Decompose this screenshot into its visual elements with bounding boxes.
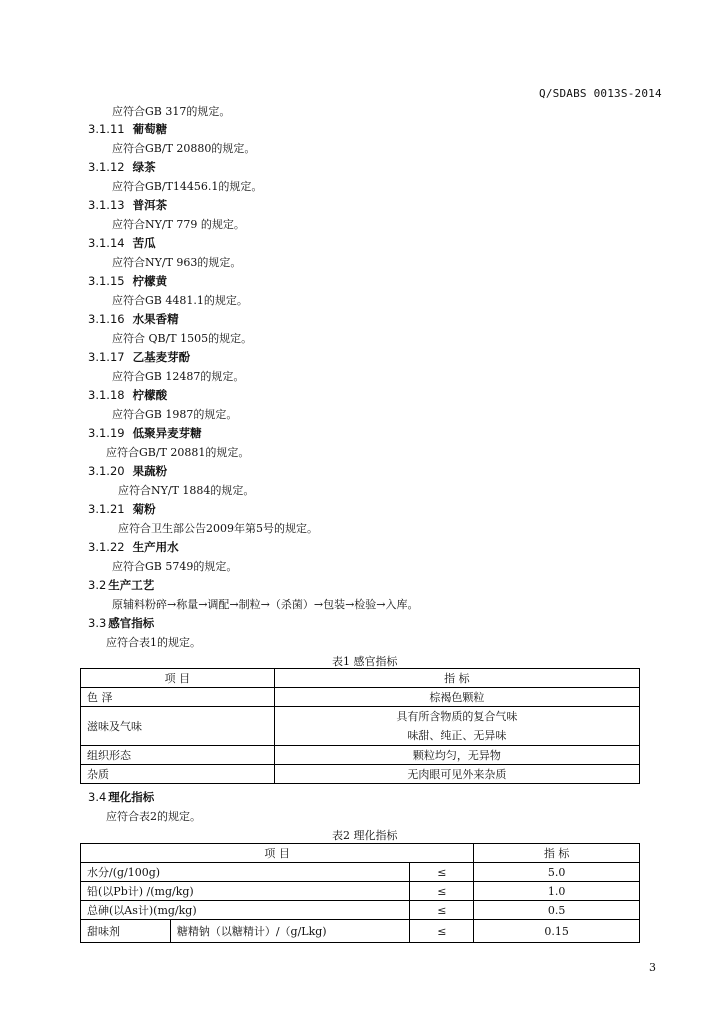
section-heading: 3.1.19 低聚异麦芽糖 xyxy=(88,426,202,440)
section-heading: 3.1.14 苦瓜 xyxy=(88,236,156,250)
body-text: 应符合GB 4481.1的规定。 xyxy=(112,294,248,307)
table-cell: ≤ xyxy=(410,882,474,901)
table-cell-line: 味甜、纯正、无异味 xyxy=(407,729,507,742)
table-header-cell: 指 标 xyxy=(474,844,640,863)
body-text: 应符合NY/T 1884的规定。 xyxy=(118,484,255,497)
section-heading: 3.1.18 柠檬酸 xyxy=(88,388,168,402)
table-row xyxy=(81,863,640,882)
body-text: 应符合GB/T 20880的规定。 xyxy=(112,142,256,155)
section-heading: 3.1.16 水果香精 xyxy=(88,312,179,326)
table-cell: 总砷(以As计)(mg/kg) xyxy=(81,901,410,920)
table-cell: 棕褐色颗粒 xyxy=(274,688,639,707)
table-cell: 杂质 xyxy=(81,765,275,784)
physicochemical-table xyxy=(80,843,640,943)
body-text: 应符合GB 5749的规定。 xyxy=(112,560,238,573)
table-cell: 颗粒均匀，无异物 xyxy=(274,746,639,765)
table-row xyxy=(81,901,640,920)
table-caption: 表1 感官指标 xyxy=(332,655,398,668)
table-cell: 铅(以Pb计) /(mg/kg) xyxy=(81,882,410,901)
table-header-row xyxy=(81,844,640,863)
section-heading: 3.4 理化指标 xyxy=(88,790,155,804)
table-cell: 0.5 xyxy=(474,901,640,920)
section-heading: 3.1.12 绿茶 xyxy=(88,160,156,174)
body-text: 原辅料粉碎→称量→调配→制粒→（杀菌）→包装→检验→入库。 xyxy=(112,598,419,611)
section-heading: 3.1.11 葡萄糖 xyxy=(88,122,168,136)
section-heading: 3.2 生产工艺 xyxy=(88,578,155,592)
body-text: 应符合GB 317的规定。 xyxy=(112,105,231,118)
table-cell: 无肉眼可见外来杂质 xyxy=(274,765,639,784)
table-cell: 色 泽 xyxy=(81,688,275,707)
table-cell: 滋味及气味 xyxy=(81,707,275,746)
table-cell: 糖精钠（以糖精计）/（g/Lkg) xyxy=(170,920,410,943)
body-text: 应符合卫生部公告2009年第5号的规定。 xyxy=(118,522,318,535)
table-cell xyxy=(274,707,639,746)
section-heading: 3.1.21 菊粉 xyxy=(88,502,156,516)
section-heading: 3.1.22 生产用水 xyxy=(88,540,179,554)
body-text: 应符合NY/T 963的规定。 xyxy=(112,256,242,269)
table-row xyxy=(81,765,640,784)
table-row xyxy=(81,707,640,746)
body-text: 应符合表2的规定。 xyxy=(106,810,201,823)
table-cell: ≤ xyxy=(410,901,474,920)
table-cell: 甜味剂 xyxy=(81,920,171,943)
table-cell: 组织形态 xyxy=(81,746,275,765)
table-row xyxy=(81,920,640,943)
table-row xyxy=(81,746,640,765)
body-text: 应符合GB 1987的规定。 xyxy=(112,408,238,421)
table-header-cell: 项 目 xyxy=(81,844,474,863)
body-text: 应符合GB/T14456.1的规定。 xyxy=(112,180,263,193)
table-cell: ≤ xyxy=(410,920,474,943)
table-cell: ≤ xyxy=(410,863,474,882)
table-header-row xyxy=(81,669,640,688)
section-heading: 3.3 感官指标 xyxy=(88,616,155,630)
section-heading: 3.1.20 果蔬粉 xyxy=(88,464,168,478)
body-text: 应符合 QB/T 1505的规定。 xyxy=(112,332,253,345)
table-caption: 表2 理化指标 xyxy=(332,829,398,842)
body-text: 应符合GB/T 20881的规定。 xyxy=(106,446,250,459)
table-header-cell: 指 标 xyxy=(274,669,639,688)
table-row xyxy=(81,688,640,707)
table-cell-line: 具有所含物质的复合气味 xyxy=(396,710,518,723)
table-cell: 1.0 xyxy=(474,882,640,901)
page-number: 3 xyxy=(649,961,656,974)
sensory-table xyxy=(80,668,640,784)
table-cell: 水分/(g/100g) xyxy=(81,863,410,882)
body-text: 应符合NY/T 779 的规定。 xyxy=(112,218,245,231)
table-cell: 0.15 xyxy=(474,920,640,943)
body-text: 应符合GB 12487的规定。 xyxy=(112,370,245,383)
document-code: Q/SDABS 0013S-2014 xyxy=(539,87,662,100)
table-row xyxy=(81,882,640,901)
body-text: 应符合表1的规定。 xyxy=(106,636,201,649)
section-heading: 3.1.15 柠檬黄 xyxy=(88,274,168,288)
table-header-cell: 项 目 xyxy=(81,669,275,688)
section-heading: 3.1.13 普洱茶 xyxy=(88,198,168,212)
section-heading: 3.1.17 乙基麦芽酚 xyxy=(88,350,191,364)
table-cell: 5.0 xyxy=(474,863,640,882)
